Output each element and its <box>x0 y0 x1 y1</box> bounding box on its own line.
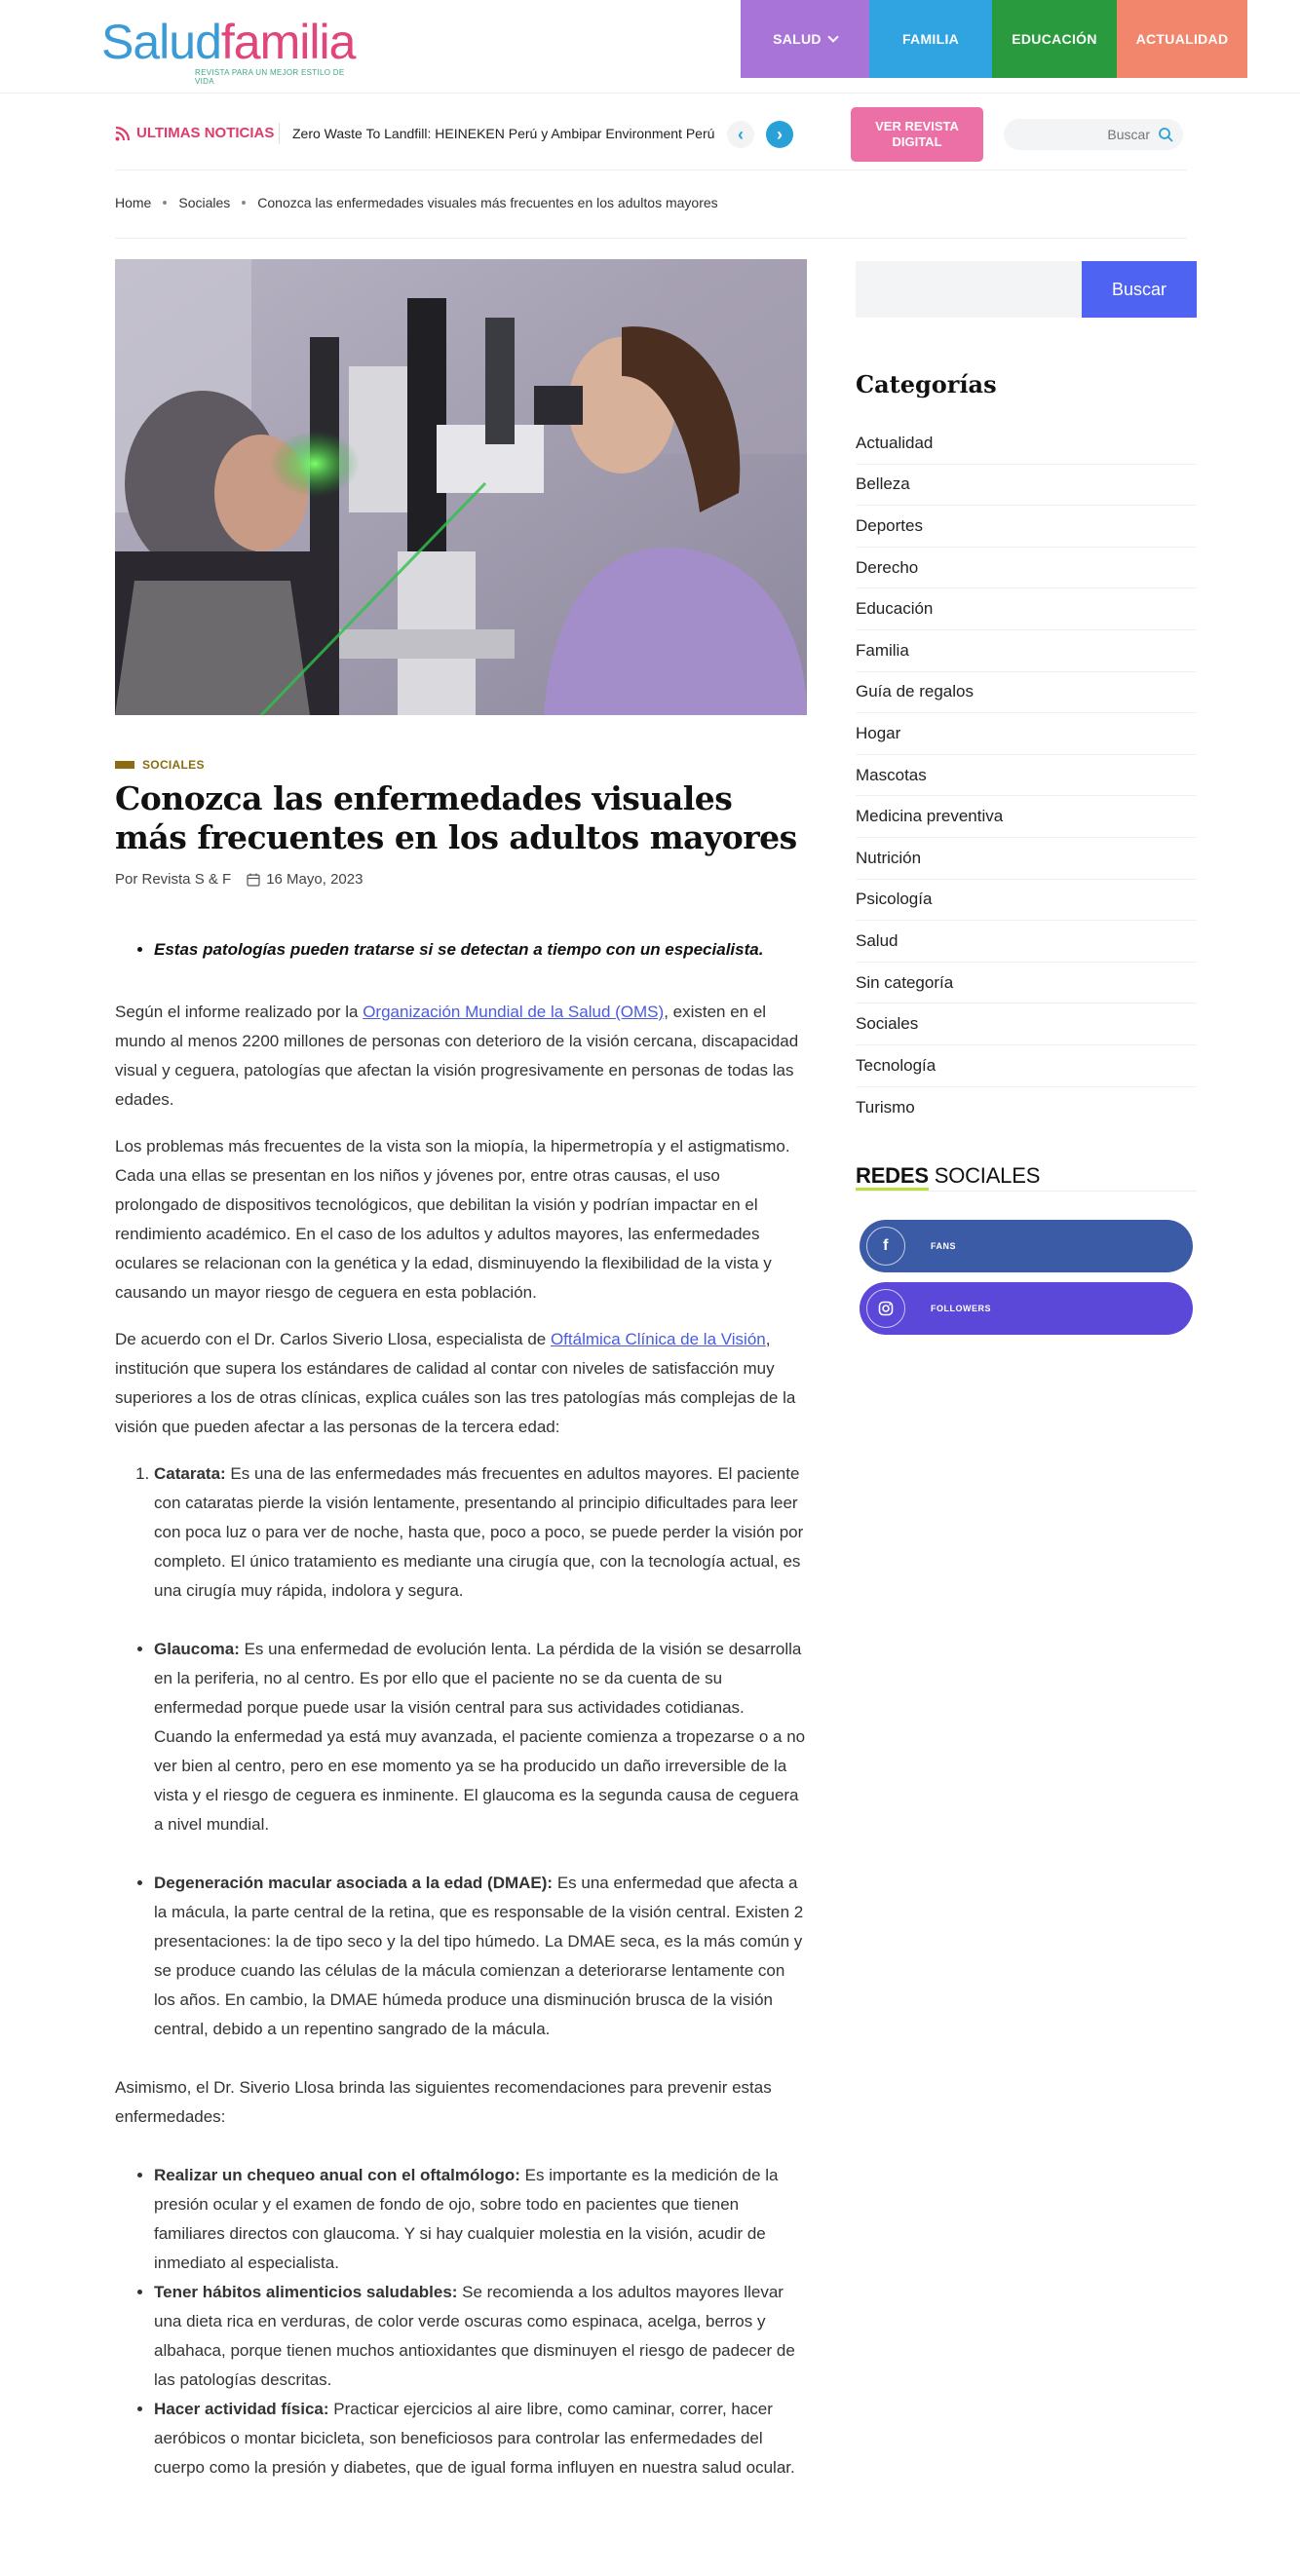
paragraph-2: Los problemas más frecuentes de la vista son la miopía, la hipermetropía y el astigmatismo. Cada una ellas se presentan en los niños y jóvenes por, entre otras causas, el uso prolongado de dispositivos tecnológicos, que debilitan la visión y podrían impactar en el rendimiento académico. En el caso de los adultos y adultos mayores, las enfermedades oculares se relacionan con la genética y la edad, disminuyendo la flexibilidad de la vista y causando un mayor riesgo de ceguera en esta población. <box>115 1137 790 1302</box>
categories-list <box>856 423 1197 1128</box>
paragraph-4: Asimismo, el Dr. Siverio Llosa brinda las siguientes recomendaciones para prevenir estas enfermedades: <box>115 2078 772 2126</box>
breadcrumb-separator <box>242 201 246 205</box>
recommendation-item <box>154 2161 807 2278</box>
facebook-label: FANS <box>931 1241 957 1251</box>
main-nav <box>741 0 1247 78</box>
disease-name: Glaucoma: <box>154 1640 240 1658</box>
ticker-prev-button[interactable] <box>727 121 754 148</box>
disease-name: Degeneración macular asociada a la edad (DMAE): <box>154 1874 554 1892</box>
calendar-icon <box>247 873 260 887</box>
article-meta <box>115 871 363 888</box>
disease-item <box>154 1459 807 1606</box>
category-link[interactable]: Guía de regalos <box>856 672 1197 714</box>
article-category-label: SOCIALES <box>142 758 205 772</box>
chevron-down-icon <box>827 31 838 42</box>
breadcrumb-home[interactable]: Home <box>115 195 152 210</box>
rss-icon <box>115 126 131 141</box>
nav-educacion-label: EDUCACIÓN <box>1012 31 1097 47</box>
category-link[interactable]: Sociales <box>856 1004 1197 1045</box>
category-link[interactable]: Actualidad <box>856 423 1197 465</box>
category-link[interactable]: Medicina preventiva <box>856 796 1197 838</box>
paragraph-3 <box>115 1325 807 1442</box>
recommendation-name: Tener hábitos alimenticios saludables: <box>154 2283 458 2301</box>
disease-name: Catarata: <box>154 1464 226 1483</box>
p3-text-before: De acuerdo con el Dr. Carlos Siverio Llosa, especialista de <box>115 1330 551 1348</box>
disease-text: Es una de las enfermedades más frecuentes en adultos mayores. El paciente con cataratas pierde la visión lentamente, presentando al principio dificultades para leer con poca luz o para ver de noche, hasta que, poco a poco, se puede perder la visión por completo. El único tratamiento es mediante una cirugía que, con la tecnología actual, es una cirugía muy rápida, indolora y segura. <box>154 1464 804 1600</box>
category-link[interactable]: Salud <box>856 921 1197 963</box>
facebook-button[interactable] <box>860 1220 1193 1272</box>
recommendation-name: Hacer actividad física: <box>154 2400 329 2418</box>
category-bar <box>115 761 134 769</box>
nav-familia[interactable] <box>869 0 992 78</box>
instagram-icon <box>866 1289 905 1328</box>
article-category[interactable] <box>115 758 205 772</box>
article-lead: • Estas patologías pueden tratarse si se detectan a tiempo con un especialista. <box>154 935 807 965</box>
header-search-input[interactable] <box>1013 119 1150 150</box>
breadcrumb-separator <box>163 201 167 205</box>
recommendation-text: Es importante es la medición de la presión ocular y el examen de fondo de ojo, sobre todo en pacientes que tienen familiares directos con glaucoma. Y si hay cualquier molestia en la visión, acudir de inmediato al especialista. <box>154 2166 779 2272</box>
p3-text-after: , institución que supera los estándares de calidad al contar con niveles de satisfacción muy superiores a los de otras clínicas, explica cuáles son las tres patologías más complejas de la visión que pueden afectar a las personas de la tercera edad: <box>115 1330 796 1436</box>
redes-title-bold: REDES <box>856 1163 929 1191</box>
category-link[interactable]: Derecho <box>856 548 1197 589</box>
category-link[interactable]: Familia <box>856 630 1197 672</box>
logo-text-salud: Salud <box>101 15 221 69</box>
breadcrumb-divider <box>115 238 1187 239</box>
lead-list <box>154 935 807 965</box>
disease-item <box>154 1635 807 1839</box>
news-ticker <box>115 107 1187 162</box>
breadcrumb <box>115 195 718 210</box>
chevron-right-icon: › <box>777 125 783 144</box>
site-logo[interactable] <box>101 15 356 86</box>
instagram-label: FOLLOWERS <box>931 1304 991 1313</box>
facebook-icon: f <box>866 1227 905 1266</box>
ticker-next-button[interactable] <box>766 121 793 148</box>
oms-link[interactable]: Organización Mundial de la Salud (OMS) <box>363 1003 665 1021</box>
ticker-divider <box>279 123 280 144</box>
category-link[interactable]: Mascotas <box>856 755 1197 797</box>
nav-educacion[interactable] <box>992 0 1117 78</box>
category-link[interactable]: Educación <box>856 588 1197 630</box>
p1-text-after: , existen en el mundo al menos 2200 millones de personas con deterioro de la visión cercana, discapacidad visual y ceguera, patologías que afectan la visión progresivamente en personas de todas las edades. <box>115 1003 799 1109</box>
article-body <box>115 935 807 2492</box>
article-hero-image <box>115 259 807 715</box>
breadcrumb-section[interactable]: Sociales <box>178 195 231 210</box>
nav-actualidad-label: ACTUALIDAD <box>1135 31 1229 47</box>
recommendations-list <box>154 2161 807 2482</box>
sidebar-search <box>856 261 1197 318</box>
recommendation-text: Se recomienda a los adultos mayores llevar una dieta rica en verduras, de color verde oscuras como espinaca, acelga, berros y albahaca, porque tienen muchos antioxidantes que disminuyen el riesgo de padecer de las patologías descritas. <box>154 2283 795 2389</box>
recommendation-item <box>154 2278 807 2395</box>
p1-text-before: Según el informe realizado por la <box>115 1003 363 1021</box>
logo-tagline: REVISTA PARA UN MEJOR ESTILO DE VIDA <box>195 68 345 86</box>
recommendation-text: Practicar ejercicios al aire libre, como caminar, correr, hacer aeróbicos o montar bicicleta, son beneficiosos para controlar las enfermedades del cuerpo como la presión y diabetes, que de igual forma influyen en nuestra salud ocular. <box>154 2400 795 2477</box>
category-link[interactable]: Psicología <box>856 880 1197 922</box>
redes-divider <box>856 1191 1197 1192</box>
sidebar-search-input[interactable] <box>856 261 1080 318</box>
category-link[interactable]: Sin categoría <box>856 963 1197 1004</box>
disease-item <box>154 1869 807 2044</box>
recommendation-name: Realizar un chequeo anual con el oftalmólogo: <box>154 2166 520 2184</box>
nav-salud-label: SALUD <box>773 31 822 47</box>
redes-title-light: SOCIALES <box>928 1163 1041 1188</box>
sidebar-search-button[interactable]: Buscar <box>1082 261 1197 318</box>
category-link[interactable]: Tecnología <box>856 1045 1197 1087</box>
search-icon[interactable] <box>1158 127 1173 142</box>
ticker-headline[interactable]: Zero Waste To Landfill: HEINEKEN Perú y Ambipar Environment Perú <box>292 126 715 141</box>
category-link[interactable]: Hogar <box>856 713 1197 755</box>
article-author[interactable]: Por Revista S & F <box>115 871 232 888</box>
paragraph-1 <box>115 998 807 1115</box>
redes-sociales-title <box>856 1163 1040 1189</box>
oftalmica-link[interactable]: Oftálmica Clínica de la Visión <box>550 1330 766 1348</box>
article-date: 16 Mayo, 2023 <box>266 871 363 888</box>
site-header <box>0 0 1300 94</box>
recommendation-item <box>154 2395 807 2482</box>
logo-text-familia: familia <box>220 15 356 69</box>
category-link[interactable]: Turismo <box>856 1097 915 1117</box>
article-title: Conozca las enfermedades visuales más frecuentes en los adultos mayores <box>115 779 797 856</box>
category-link[interactable]: Nutrición <box>856 838 1197 880</box>
ticker-label <box>115 125 274 141</box>
categories-title: Categorías <box>856 370 997 398</box>
diseases-list-ordered <box>154 1459 807 1606</box>
disease-text: Es una enfermedad que afecta a la mácula, la parte central de la retina, que es responsable de la visión central. Existen 2 presentaciones: la de tipo seco y la del tipo húmedo. La DMAE seca, es la más común y se produce cuando las células de la mácula comienzan a deteriorarse lentamente con los años. En cambio, la DMAE húmeda produce una disminución brusca de la visión central, debido a un repentino sangrado de la mácula. <box>154 1874 804 2038</box>
nav-familia-label: FAMILIA <box>901 31 960 47</box>
header-search <box>1004 119 1183 150</box>
category-link[interactable]: Belleza <box>856 465 1197 507</box>
nav-actualidad[interactable] <box>1117 0 1247 78</box>
category-link[interactable]: Deportes <box>856 506 1197 548</box>
chevron-left-icon: ‹ <box>738 125 744 144</box>
nav-salud[interactable] <box>741 0 869 78</box>
instagram-button[interactable] <box>860 1282 1193 1335</box>
breadcrumb-current: Conozca las enfermedades visuales más frecuentes en los adultos mayores <box>257 195 718 210</box>
disease-text: Es una enfermedad de evolución lenta. La pérdida de la visión se desarrolla en la periferia, no al centro. Es por ello que el paciente no se da cuenta de su enfermedad porque puede usar la visión central para sus actividades cotidianas. Cuando la enfermedad ya está muy avanzada, el paciente comienza a tropezarse o a no ver bien al centro, pero en ese momento ya se ha producido un daño irreversible de la vista y el riesgo de ceguera es inminente. El glaucoma es la segunda causa de ceguera a nivel mundial. <box>154 1640 806 1834</box>
revista-digital-button[interactable]: VER REVISTA DIGITAL <box>851 107 983 162</box>
ticker-label-text: ULTIMAS NOTICIAS <box>136 125 275 141</box>
diseases-list <box>154 1635 807 2044</box>
